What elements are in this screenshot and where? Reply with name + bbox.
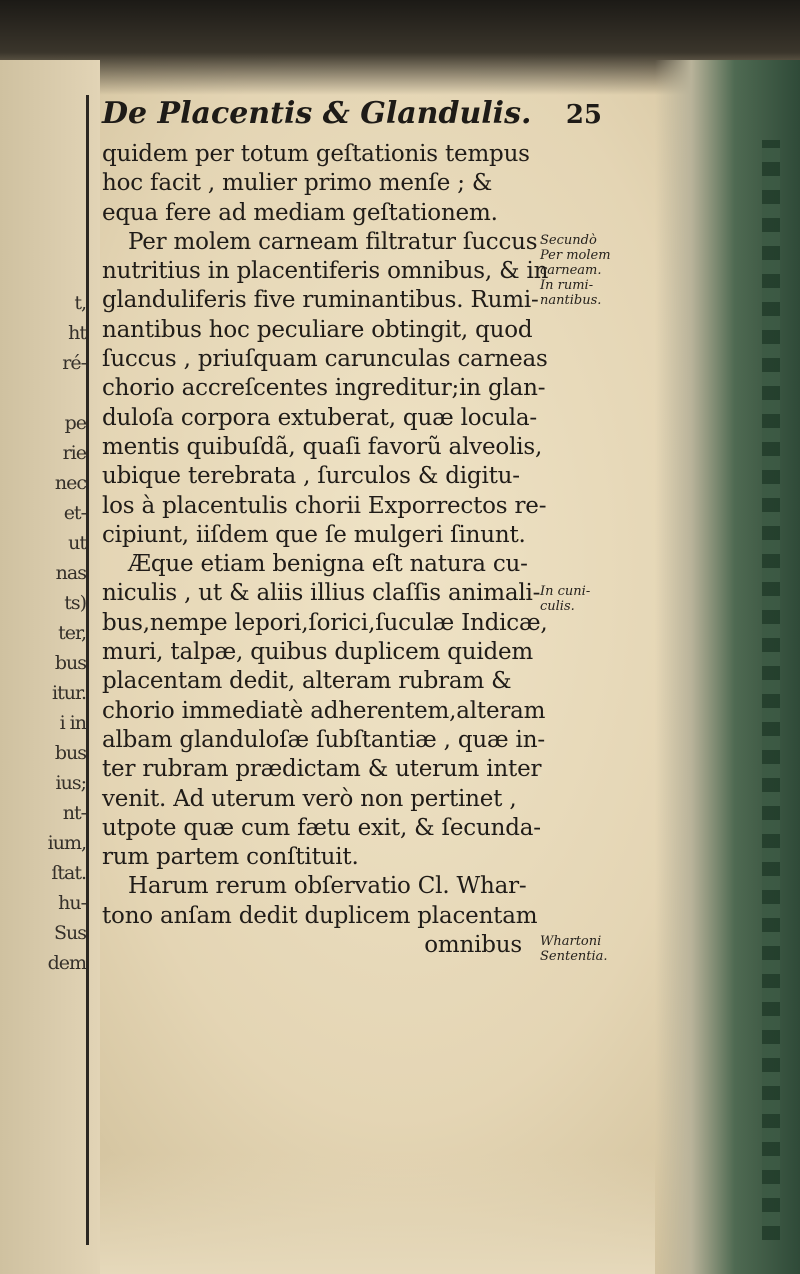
catchword: omnibus bbox=[424, 932, 522, 959]
page-edges bbox=[762, 140, 780, 1240]
text-line: los à placentulis chorii Exporrectos re- bbox=[102, 492, 547, 519]
marginal-line: In cuni- bbox=[540, 584, 591, 599]
facing-fragment: ut bbox=[68, 532, 86, 554]
marginal-line: nantibus. bbox=[540, 293, 602, 308]
text-line: utpote quæ cum fætu exit, & ſecunda- bbox=[102, 814, 541, 841]
text-line: nantibus hoc peculiare obtingit, quod bbox=[102, 316, 533, 343]
marginal-note bbox=[540, 934, 660, 964]
facing-fragment: t, bbox=[74, 292, 86, 314]
text-line: venit. Ad uterum verò non pertinet , bbox=[102, 785, 517, 812]
facing-fragment: i in bbox=[59, 712, 86, 734]
text-line: chorio immediatè adherentem,alteram bbox=[102, 697, 546, 724]
facing-fragment: hu- bbox=[58, 892, 86, 914]
facing-fragment: itur. bbox=[52, 682, 86, 704]
marginal-line: In rumi- bbox=[540, 278, 594, 293]
facing-fragment: dem bbox=[47, 952, 86, 974]
facing-fragment: nas bbox=[55, 562, 86, 584]
facing-fragment: ré- bbox=[62, 352, 86, 374]
facing-fragment: bus bbox=[54, 652, 86, 674]
page-number: 25 bbox=[565, 100, 602, 130]
facing-fragment: pe bbox=[64, 412, 86, 434]
text-line: ſuccus , priuſquam carunculas carneas bbox=[102, 346, 548, 373]
facing-fragment: ius; bbox=[55, 772, 86, 794]
book-gutter-line bbox=[86, 95, 89, 1245]
facing-fragment: ſtat. bbox=[51, 862, 86, 884]
text-line: equa fere ad mediam geſtationem. bbox=[102, 199, 498, 226]
text-line: rum partem conſtituit. bbox=[102, 844, 359, 871]
facing-fragment: rie bbox=[62, 442, 86, 464]
text-line: glanduliferis five ruminantibus. Rumi- bbox=[102, 287, 539, 314]
blank-lower-page bbox=[100, 1154, 655, 1274]
text-line: mentis quibuſdã, quaſi favorũ alveolis, bbox=[102, 433, 543, 460]
facing-fragment: nt- bbox=[62, 802, 86, 824]
text-line: Æque etiam benigna eſt natura cu- bbox=[128, 551, 528, 578]
marginal-line: Sententia. bbox=[540, 949, 608, 964]
running-title: De Placentis & Glandulis. bbox=[102, 96, 532, 131]
marginal-line: Secundò bbox=[540, 233, 597, 248]
marginal-note bbox=[540, 233, 660, 308]
text-line: ter rubram prædictam & uterum inter bbox=[102, 756, 542, 783]
facing-fragment: Sus bbox=[53, 922, 86, 944]
text-line: quidem per totum geſtationis tempus bbox=[102, 141, 530, 167]
facing-fragment: ium, bbox=[47, 832, 86, 854]
text-line: chorio accreſcentes ingreditur;in glan- bbox=[102, 375, 546, 402]
facing-fragment: ts) bbox=[64, 592, 86, 614]
marginal-line: carneam. bbox=[540, 263, 602, 278]
text-line: Harum rerum obſervatio Cl. Whar- bbox=[128, 873, 527, 900]
text-line: albam glanduloſæ ſubſtantiæ , quæ in- bbox=[102, 726, 545, 753]
text-line: nutritius in placentiferis omnibus, & in bbox=[102, 258, 549, 285]
text-line: muri, talpæ, quibus duplicem quidem bbox=[102, 639, 534, 666]
facing-fragment: et- bbox=[63, 502, 86, 524]
text-line: ubique terebrata , ſurculos & digitu- bbox=[102, 463, 520, 490]
marginal-line: Whartoni bbox=[540, 934, 602, 949]
main-text-block bbox=[102, 140, 549, 960]
facing-fragment: ter, bbox=[58, 622, 86, 644]
text-line: Per molem carneam filtratur ſuccus bbox=[128, 228, 538, 255]
text-line: tono anſam dedit duplicem placentam bbox=[102, 902, 538, 929]
facing-fragment: ht bbox=[68, 322, 86, 344]
marginal-note bbox=[540, 584, 660, 614]
facing-fragment: nec bbox=[54, 472, 86, 494]
page-header bbox=[102, 96, 602, 131]
text-line: hoc facit , mulier primo menſe ; & bbox=[102, 170, 493, 197]
marginal-line: Per molem bbox=[540, 248, 611, 263]
text-line: bus,nempe lepori,ſorici,ſuculæ Indicæ, bbox=[102, 609, 548, 636]
text-line: duloſa corpora extuberat, quæ locula- bbox=[102, 404, 537, 431]
text-line: cipiunt, iiſdem que ſe mulgeri ſinunt. bbox=[102, 521, 526, 548]
marginal-line: culis. bbox=[540, 599, 575, 614]
text-line: niculis , ut & aliis illius claſſis animali- bbox=[102, 580, 541, 607]
facing-fragment: bus bbox=[54, 742, 86, 764]
text-line: placentam dedit, alteram rubram & bbox=[102, 668, 512, 695]
